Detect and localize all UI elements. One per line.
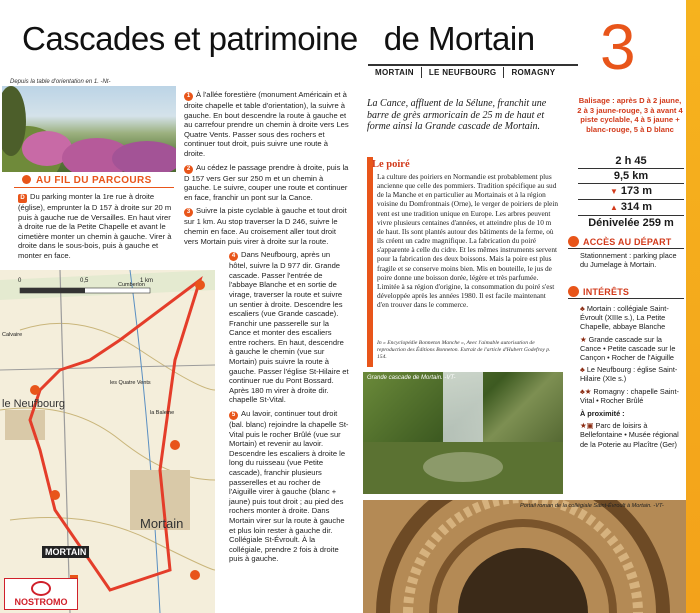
portail-svg xyxy=(363,500,686,613)
balisage: Balisage : après D à 2 jaune, 2 à 3 jaune-rouge, 3 à avant 4 piste cyclable, 4 à 5 jaune + blanc-rouge, 5 à D blanc xyxy=(577,96,683,134)
photo-portail xyxy=(363,500,686,613)
logo-text: NOSTROMO xyxy=(14,597,68,607)
section-fil-du-parcours xyxy=(22,175,152,186)
acces-title: ACCÈS AU DÉPART xyxy=(583,237,672,247)
badge-1: 1 xyxy=(184,92,193,101)
scale-0: 0 xyxy=(18,278,22,284)
step-start-text: Du parking monter la 1re rue à droite (église), emprunter la D 157 à droite sur 20 m puis à gauche rue de Versailles. En haut virer à droite rue de la Petite Chapelle et avant le cimetière monter un chemin à gauche. Virer à droite dans le sous-bois, puis à gauche et monter en face. xyxy=(18,192,172,260)
section-dot-icon xyxy=(568,236,579,247)
poire-text: La culture des poiriers en Normandie est probablement plus ancienne que celle des pommiers. Tradition spécifique au sud de la Manche et en particulier au Mortainais et à la région voisine du Domfrontnais (Orne), le verger de poiriers de plein vent est une tradition unique en Europe. Les arbres peuvent vivre plusieurs centaines d'années, et atteindre plus de 10 m de haut. Ils sont plantés autour des bâtiments de la ferme, où ils créent un cadre magnifique. La fabrication du poiré s'apparente à celle du cidre. Et les mêmes instruments servent pour la fabrication des deux boissons. Mais la poire est plus fragile et se conserve moins bien. Mis en bouteille, le jus de poire donne une boisson dorée, légère et très parfumée. Limitée à sa région d'origine, la consommation du poiré s'est développée après les années 1980. Il est facile maintenant d'en trouver dans le commerce. xyxy=(377,172,559,310)
step-5 xyxy=(229,409,349,564)
logo-ring-icon xyxy=(31,581,51,596)
badge-4: 4 xyxy=(229,252,238,261)
proximite-title: À proximité : xyxy=(580,409,625,419)
step-1-text: À l'allée forestière (monument Américain et à droite chapelle et table d'orientation), la suivre à gauche. En bout descendre la route à gauche et au carrefour prendre un chemin à droite vers Les Quatre Vents. Passer sous des rochers et continuer tout droit, puis suivre une route à droite. xyxy=(184,90,349,158)
proximite-item xyxy=(580,421,684,449)
map-place-baleine: la Baleine xyxy=(150,410,175,416)
step-3-text: Suivre la piste cyclable à gauche et tout droit sur 1 km. Au stop traverser la D 246, suivre le chemin en face. Au croisement aller tout droit vers Mortain puis virer à droite sur la route. xyxy=(184,206,347,246)
step-1 xyxy=(184,90,349,159)
interet-item xyxy=(580,365,684,383)
commune-tags xyxy=(368,67,562,78)
step-2-text: Au cédez le passage prendre à droite, puis la D 157 vers Ger sur 250 m et un chemin à gauche. Le suivre, couper une route et continuer en face, franchir un pont sur la Cance. xyxy=(184,162,349,202)
step-3 xyxy=(184,206,349,246)
museum-icon: ★▣ xyxy=(580,421,596,431)
interet-text: Mortain : collégiale Saint-Évroult (XIIIe s.), La Petite Chapelle, abbaye Blanche xyxy=(580,304,669,332)
step-5-text: Au lavoir, continuer tout droit (bal. blanc) rejoindre la chapelle St-Vital puis le rocher Brûlé (vue sur Mortain) et revenir au lavoir. Descendre les escaliers à droite le long du ruisseau (vue Petite cascade), franchir plusieurs passerelles et au rocher de l'Aiguille virer à gauche (blanc + jaune) puis tout droit ; au pied des rochers monter à droite. Dans Mortain virer sur la route à gauche et plus loin rester à gauche dir. Collégiale St-Évroult. À la collégiale, prendre 2 fois à droite puis à gauche. xyxy=(229,409,349,564)
down-triangle-icon: ▼ xyxy=(609,187,618,196)
intro-body: La Cance, affluent de la Sélune, franchit une barre de grès armoricain de 25 m de haut et forme ainsi la Grande cascade de Mortain. xyxy=(367,98,547,132)
interet-text: Romagny : chapelle Saint-Vital • Rocher Brûlé xyxy=(580,386,679,405)
acces-rule xyxy=(568,248,684,249)
map-place-quatre-vents: les Quatre Vents xyxy=(110,380,151,386)
photo-orientation xyxy=(2,86,176,172)
badge-5: 5 xyxy=(229,411,238,420)
map-label-mortain: MORTAIN xyxy=(42,546,89,558)
nostromo-logo xyxy=(4,578,78,610)
stat-duration-value: 2 h 45 xyxy=(615,155,647,167)
poire-title: Le poiré xyxy=(372,159,410,170)
poire-marker xyxy=(367,157,373,367)
tag-neufbourg: LE NEUFBOURG xyxy=(422,67,505,78)
interet-item xyxy=(580,304,684,332)
interets-title: INTÉRÊTS xyxy=(583,287,630,297)
stat-high xyxy=(578,200,684,216)
interet-text: Grande cascade sur la Cance • Petite cascade sur le Cançon • Rocher de l'Aiguille xyxy=(580,334,676,363)
proximite-text: Parc de loisirs à Bellefontaine • Musée régional de la Poterie au Placître (Ger) xyxy=(580,421,679,449)
stat-climb xyxy=(578,184,684,200)
section-fil-label: AU FIL DU PARCOURS xyxy=(36,175,152,186)
interet-item xyxy=(580,387,684,405)
step-start xyxy=(18,192,174,261)
section-dot-icon xyxy=(22,175,31,184)
stat-elevation-value: Dénivelée 259 m xyxy=(588,217,674,229)
acces-text: Stationnement : parking place du Jumelage à Mortain. xyxy=(580,251,677,270)
step-4 xyxy=(229,250,349,405)
title-rule xyxy=(368,64,578,66)
map-place-calvaire: Calvaire xyxy=(2,332,23,338)
map-svg xyxy=(0,270,215,613)
stat-distance xyxy=(578,169,684,184)
photo-bot-caption: Portail roman de la collégiale Saint-Évroult à Mortain. -VT- xyxy=(520,503,664,509)
stat-high-value: 314 m xyxy=(620,201,653,213)
map-town-neufbourg: le Neufbourg xyxy=(2,398,65,410)
interet-item xyxy=(580,335,684,363)
section-dot-icon xyxy=(568,286,579,297)
tag-romagny: ROMAGNY xyxy=(511,68,556,77)
title-part1: Cascades et patrimoine xyxy=(22,20,358,57)
scale-05: 0,5 xyxy=(80,278,89,284)
route-number: 3 xyxy=(600,11,636,83)
badge-3: 3 xyxy=(184,208,193,217)
page-title xyxy=(22,20,535,58)
map-place-cumberlon: Cumberlon xyxy=(118,282,145,288)
church-icon: ♣ xyxy=(580,304,587,313)
interet-text: Le Neufbourg : église Saint-Hilaire (XIe s.) xyxy=(580,365,678,384)
star-icon: ★ xyxy=(580,334,589,344)
stat-elevation xyxy=(578,216,684,230)
intro-text xyxy=(367,96,562,133)
section-rule xyxy=(14,187,174,188)
church-icon: ♣ xyxy=(580,365,587,375)
stat-distance-value: 9,5 km xyxy=(613,170,649,182)
photo-top-caption: Depuis la table d'orientation en 1. -Nt- xyxy=(10,79,111,85)
side-strip xyxy=(686,0,700,613)
interets-list xyxy=(580,304,684,452)
stat-duration xyxy=(578,154,684,169)
map-town-mortain: Mortain xyxy=(140,516,184,531)
step-4-text: Dans Neufbourg, après un hôtel, suivre la D 977 dir. Grande cascade. Passer l'entrée de l'abbaye Blanche et en sortie de virage, traverser la route et suivre un sentier à droite. Descendre les escaliers (vue Grande cascade). Franchir une passerelle sur la Cance et monter des escaliers entre rochers. En haut, descendre à gauche le chemin (vue sur Mortain) puis suivre la route à gauche. Passer l'église St-Hilaire et continuer rue du Pont Bossard. Après 180 m virer à droite dir. chapelle St-Vital. xyxy=(229,250,349,405)
title-part2: de Mortain xyxy=(383,20,535,57)
stat-climb-value: 173 m xyxy=(620,185,653,197)
photo-mid-caption: Grande cascade de Mortain. -VT- xyxy=(367,375,456,381)
badge-D: D xyxy=(18,194,27,203)
badge-2: 2 xyxy=(184,165,193,174)
scale-1km: 1 km xyxy=(140,278,154,284)
star-icon: ♣★ xyxy=(580,386,594,396)
stats-box xyxy=(578,154,684,230)
poire-source: In « Encyclopédie Bonneton Manche », Avec l'aimable autorisation de reproduction des Éditions Bonneton. Extrait de l'article d'Hubert Godefroy p. 154. xyxy=(377,340,551,360)
step-2 xyxy=(184,163,349,203)
tag-mortain: MORTAIN xyxy=(368,67,422,78)
route-map xyxy=(0,270,215,613)
section-acces xyxy=(568,236,672,247)
section-interets xyxy=(568,286,629,297)
photo-grande-cascade xyxy=(363,372,563,494)
interets-rule xyxy=(568,298,684,299)
up-triangle-icon: ▲ xyxy=(609,203,618,212)
